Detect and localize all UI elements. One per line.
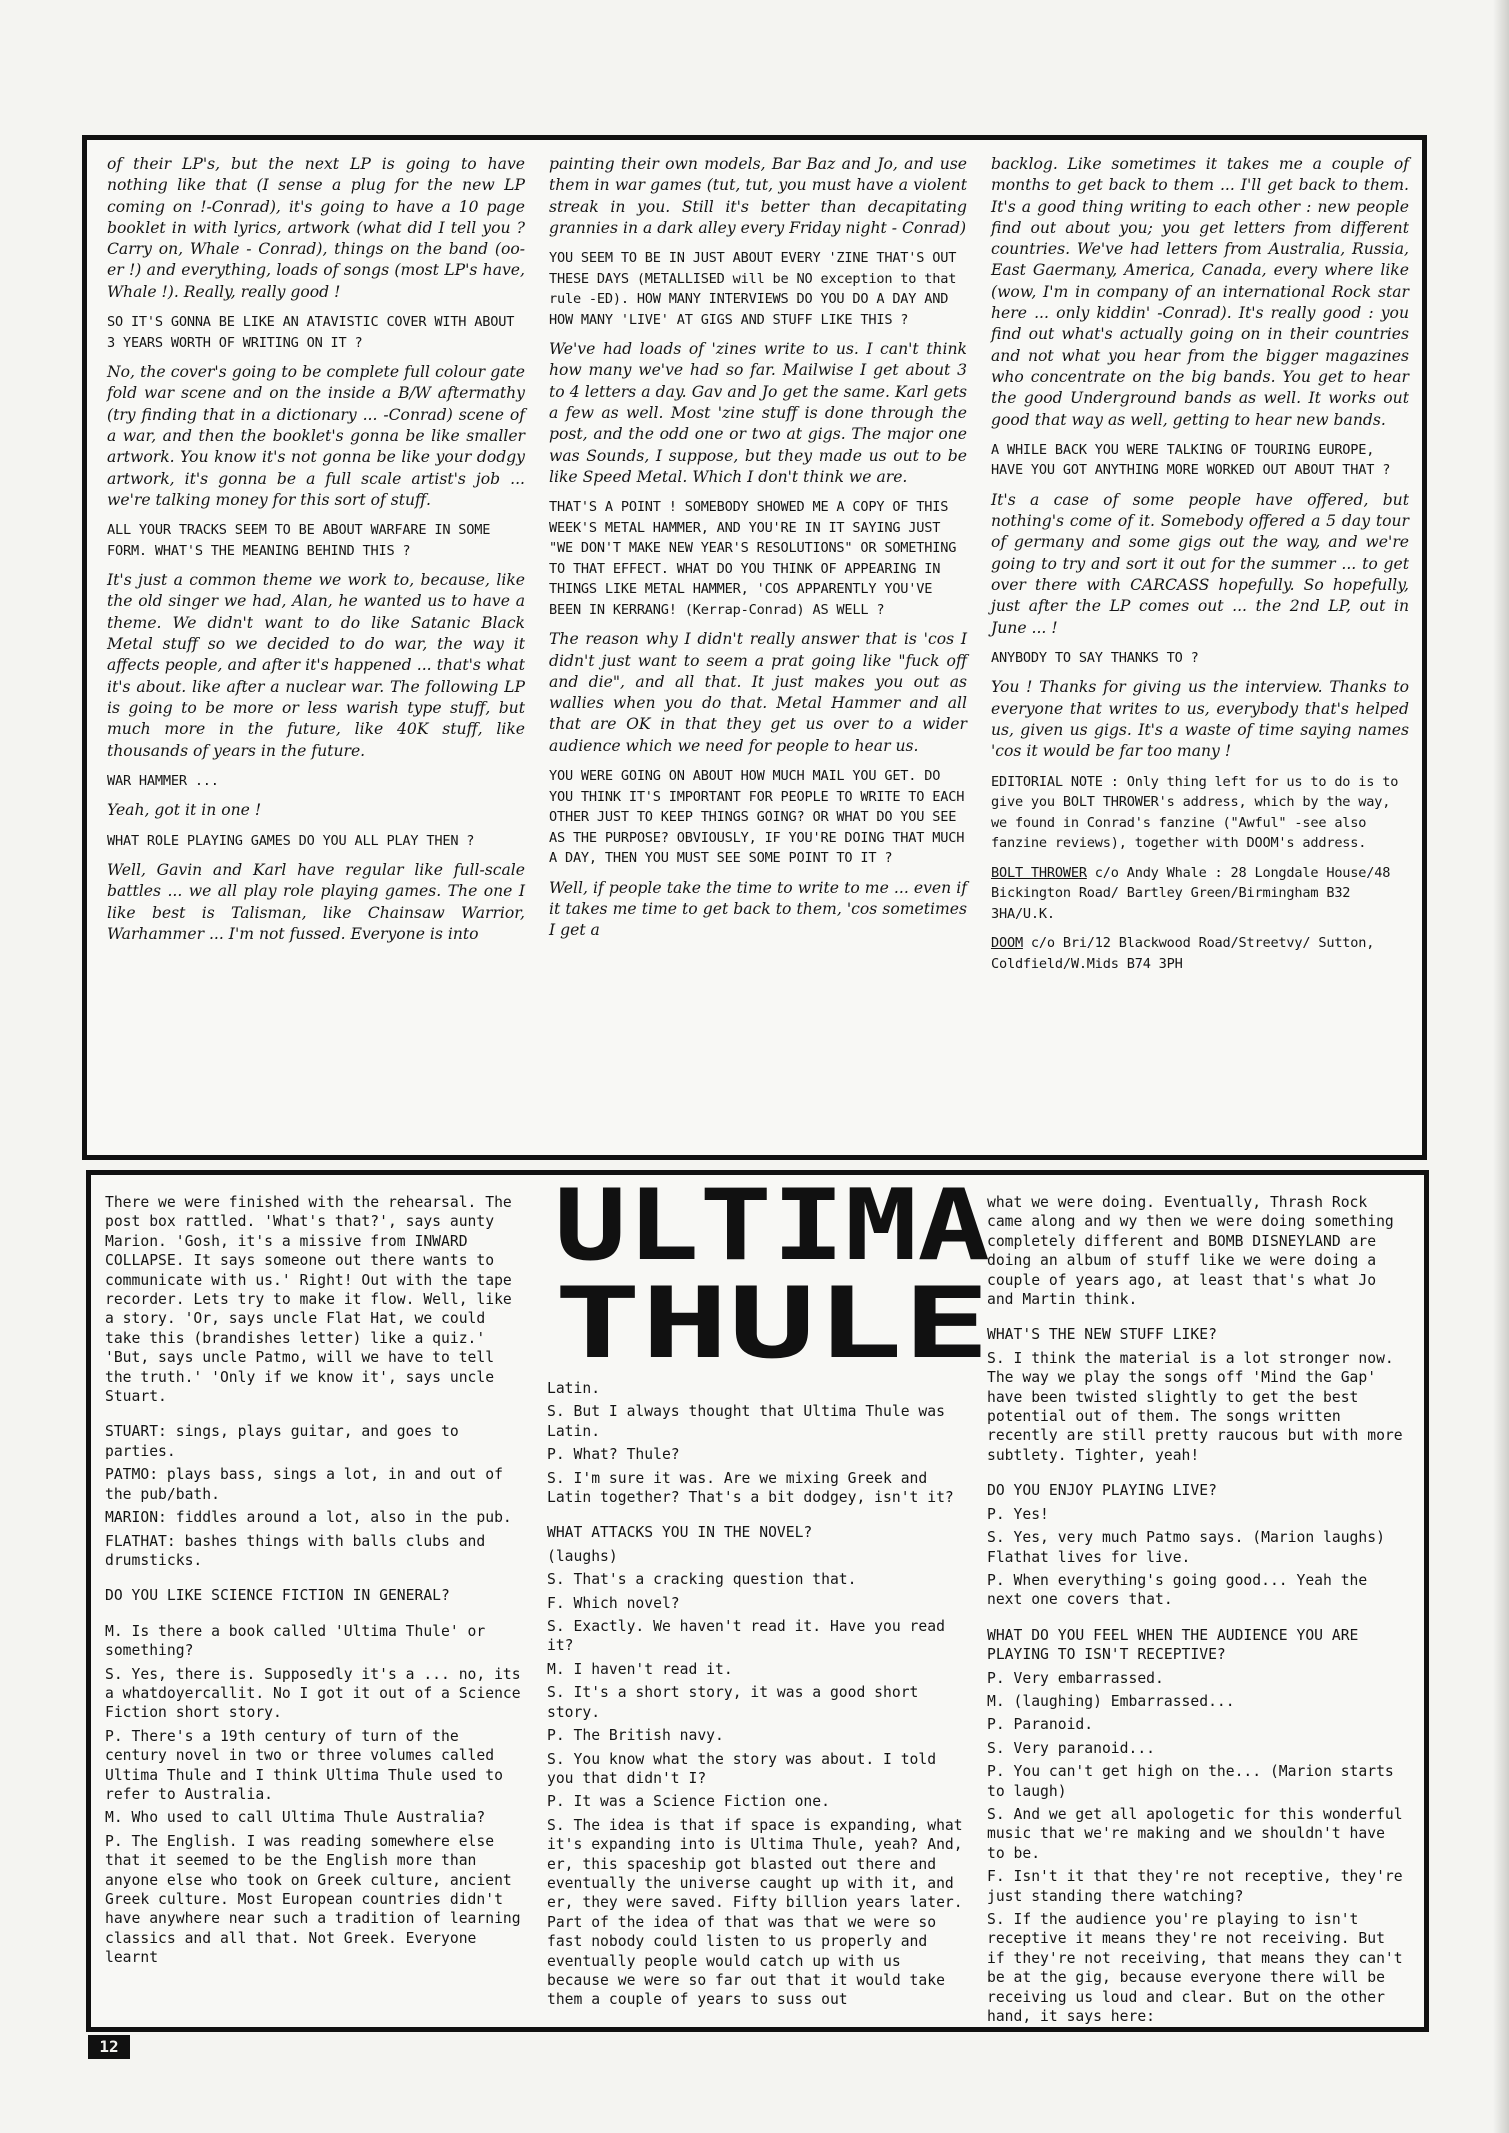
ultima-thule-paragraph: S. Yes, there is. Supposedly it's a ... no, its a whatdoyercallit. No I got it out of a Science Fiction short story.	[105, 1665, 521, 1722]
ultima-thule-paragraph: S. And we get all apologetic for this wonderful music that we're making and we shouldn't have to be.	[987, 1805, 1403, 1862]
ultima-thule-paragraph: P. Yes!	[987, 1505, 1049, 1523]
ultima-thule-paragraph: M. (laughing) Embarrassed...	[987, 1692, 1235, 1710]
ultima-thule-paragraph: P. Very embarrassed.	[987, 1669, 1164, 1687]
interview-question: EDITORIAL NOTE : Only thing left for us to do is to give you BOLT THROWER's address, which by the way, we found in Conrad's fanzine ("Awful" -see also fanzine reviews), together with DOOM's address.	[991, 773, 1399, 852]
ultima-thule-paragraph: P. When everything's going good... Yeah the next one covers that.	[987, 1571, 1368, 1609]
interview-question: YOU SEEM TO BE IN JUST ABOUT EVERY 'ZINE THAT'S OUT THESE DAYS (METALLISED will be NO exception to that rule -ED). HOW MANY INTERVIEWS DO YOU DO A DAY AND HOW MANY 'LIVE' AT GIGS AND STUFF LIKE THIS ?	[549, 250, 957, 328]
ultima-thule-paragraph: WHAT ATTACKS YOU IN THE NOVEL?	[547, 1524, 813, 1542]
ultima-thule-paragraph: S. Very paranoid...	[987, 1739, 1156, 1757]
ultima-thule-interview-box	[86, 1170, 1429, 2032]
ultima-thule-column-1	[105, 1193, 529, 2013]
interview-question: ANYBODY TO SAY THANKS TO ?	[991, 649, 1199, 666]
address-text: c/o Andy Whale : 28 Longdale House/48 Bickington Road/ Bartley Green/Birmingham B32 3HA/U.K.	[991, 864, 1391, 922]
ultima-thule-logo	[549, 1169, 995, 1381]
ultima-thule-paragraph: S. The idea is that if space is expanding, what it's expanding into is Ultima Thule, yeah? And, er, this spaceship got blasted out there and eventually the universe caught up with it, and er, they were saved. Fifty billion years later. Part of the idea of that was that we were so fast nobody could listen to us properly and eventually people would catch up with us because we were so far out that it would take them a couple of years to suss out	[547, 1816, 963, 2009]
interview-answer: We've had loads of 'zines write to us. I can't think how many we've had so far. Mailwise I get about 3 to 4 letters a day. Gav and Jo get the same. Karl gets a few as well. Most 'zine stuff is done through the post, and the odd one or two at gigs. The major one was Sounds, I suppose, but they made us out to be like Speed Metal. Which I don't think we are.	[549, 340, 967, 486]
ultima-thule-paragraph: M. Who used to call Ultima Thule Australia?	[105, 1809, 486, 1827]
ultima-thule-column-2	[547, 1379, 971, 2019]
ultima-thule-paragraph: P. The English. I was reading somewhere else that it seemed to be the English more than anyone else who took on Greek culture, ancient Greek culture. Most European countries didn't have anywhere near such a tradition of learning classics and all that. Not Greek. Everyone learnt	[105, 1832, 521, 1967]
band-address	[991, 863, 1409, 925]
interview-question: A WHILE BACK YOU WERE TALKING OF TOURING EUROPE, HAVE YOU GOT ANYTHING MORE WORKED OUT ABOUT THAT ?	[991, 441, 1391, 479]
interview-column-3	[991, 154, 1409, 1144]
ultima-thule-paragraph: STUART: sings, plays guitar, and goes to parties.	[105, 1423, 459, 1460]
interview-answer: You ! Thanks for giving us the interview. Thanks to everyone that writes to us, everybody that's helped us, given us gigs. It's a waste of time saying names 'cos it would be far too many !	[991, 678, 1409, 761]
page-number: 12	[88, 2035, 130, 2059]
ultima-thule-paragraph: S. You know what the story was about. I told you that didn't I?	[547, 1750, 937, 1787]
ultima-thule-paragraph: F. Isn't it that they're not receptive, they're just standing there watching?	[987, 1868, 1403, 1905]
ultima-thule-paragraph: DO YOU LIKE SCIENCE FICTION IN GENERAL?	[105, 1587, 450, 1605]
interview-answer: backlog. Like sometimes it takes me a couple of months to get back to them ... I'll get back to them. It's a good thing writing to each other : new people find out about you; you get letters from different countries. We've had letters from Australia, Russia, East Gaermany, America, Canada, every where like (wow, I'm in company of an international Rock star here ... only kiddin' -Conrad). It's really good : you find out what's actually going on in their countries and not what you hear from the bigger magazines who concentrate on the big bands. You get to hear the good Underground bands as well. It works out good that way as well, getting to hear new bands.	[991, 155, 1409, 429]
ultima-thule-paragraph: P. It was a Science Fiction one.	[547, 1793, 830, 1811]
interview-answer: Well, if people take the time to write to me ... even if it takes me time to get back to them, 'cos sometimes I get a	[549, 878, 967, 940]
interview-answer: It's a case of some people have offered, but nothing's come of it. Somebody offered a 5 day tour of germany and some gigs out the way, and we're going to try and sort it out for the summer ... to get over there with CARCASS hopefully. So hopefully, just after the LP comes out ... the 2nd LP, out in June ... !	[991, 490, 1409, 637]
ultima-thule-paragraph: S. I think the material is a lot stronger now. The way we play the songs off 'Mind the Gap' have been twisted slightly to get the best potential out of them. The songs written recently are still pretty raucous but with more subtlety. Tighter, yeah!	[987, 1349, 1403, 1464]
interview-question: YOU WERE GOING ON ABOUT HOW MUCH MAIL YOU GET. DO YOU THINK IT'S IMPORTANT FOR PEOPLE TO WRITE TO EACH OTHER JUST TO KEEP THINGS GOING? OR WHAT DO YOU SEE AS THE PURPOSE? OBVIOUSLY, IF YOU'RE DOING THAT MUCH A DAY, THEN YOU MUST SEE SOME POINT TO IT ?	[549, 768, 965, 867]
ultima-thule-logo-art	[549, 1169, 995, 1381]
bolt-thrower-interview-box	[82, 135, 1427, 1160]
page-edge-shadow	[1493, 0, 1509, 2133]
ultima-thule-paragraph: (laughs)	[547, 1547, 618, 1565]
ultima-thule-paragraph: S. Exactly. We haven't read it. Have you read it?	[547, 1618, 945, 1655]
ultima-thule-paragraph: S. I'm sure it was. Are we mixing Greek and Latin together? That's a bit dodgey, isn't it?	[547, 1469, 954, 1507]
logo-word-ultima: ULTIMA	[554, 1169, 990, 1283]
ultima-thule-paragraph: Latin.	[547, 1380, 601, 1397]
interview-answer: of their LP's, but the next LP is going to have nothing like that (I sense a plug for the new LP coming on !-Conrad), it's going to have a 10 page booklet in with lyrics, artwork (what did I tell you ? Carry on, Whale - Conrad), things on the band (oo-er !) and everything, loads of songs (most LP's have, Whale !). Really, really good !	[107, 155, 525, 301]
ultima-thule-paragraph: P. You can't get high on the... (Marion starts to laugh)	[987, 1763, 1394, 1800]
ultima-thule-paragraph: S. If the audience you're playing to isn't receptive it means they're not receiving. But if they're not receiving, that means they can't be at the gig, because everyone there will be receiving us loud and clear. But on the other hand, it says here:	[987, 1911, 1403, 2026]
interview-answer: No, the cover's going to be complete full colour gate fold war scene and on the inside a B/W aftermathy (try finding that in a dictionary ... -Conrad) scene of a war, and then the booklet's gonna be like smaller artwork. You know it's not gonna be like your dodgy artwork, it's gonna be a full scale artist's job ... we're talking money for this sort of stuff.	[107, 363, 525, 509]
ultima-thule-paragraph: WHAT DO YOU FEEL WHEN THE AUDIENCE YOU ARE PLAYING TO ISN'T RECEPTIVE?	[987, 1626, 1359, 1664]
interview-column-2	[549, 154, 967, 1144]
logo-word-thule: THULE	[554, 1267, 990, 1381]
ultima-thule-paragraph: DO YOU ENJOY PLAYING LIVE?	[987, 1482, 1217, 1500]
ultima-thule-paragraph: There we were finished with the rehearsal. The post box rattled. 'What's that?', says aunty Marion. 'Gosh, it's a missive from INWARD COLLAPSE. It says someone out there wants to communicate with us.' Right! Out with the tape recorder. Lets try to make it flow. Well, like a story. 'Or, says uncle Flat Hat, we could take this (brandishes letter) like a quiz.' 'But, says uncle Patmo, will we have to tell the truth.' 'Only if we know it', says uncle Stuart.	[105, 1194, 512, 1406]
ultima-thule-paragraph: P. Paranoid.	[987, 1716, 1094, 1734]
interview-answer: Well, Gavin and Karl have regular like full-scale battles ... we all play role playing games. The one I like best is Talisman, like Chainsaw Warrior, Warhammer ... I'm not fussed. Everyone is into	[107, 861, 525, 944]
ultima-thule-paragraph: MARION: fiddles around a lot, also in the pub.	[105, 1509, 512, 1527]
ultima-thule-paragraph: WHAT'S THE NEW STUFF LIKE?	[987, 1326, 1217, 1344]
ultima-thule-paragraph: S. But I always thought that Ultima Thule was Latin.	[547, 1403, 945, 1440]
ultima-thule-paragraph: S. It's a short story, it was a good short story.	[547, 1684, 919, 1721]
interview-answer: It's just a common theme we work to, because, like the old singer we had, Alan, he wanted us to have a theme. We didn't want to do like Satanic Black Metal stuff so we decided to do war, the way it affects people, and after it's happened ... that's what it's about. like after a nuclear war. The following LP is going to be more or less warish type stuff, but much more in the future, like 40K stuff, like thousands of years in the future.	[107, 571, 525, 760]
interview-answer: Yeah, got it in one !	[107, 801, 262, 820]
ultima-thule-paragraph: M. I haven't read it.	[547, 1660, 733, 1678]
ultima-thule-paragraph: P. The British navy.	[547, 1727, 724, 1745]
ultima-thule-paragraph: M. Is there a book called 'Ultima Thule' or something?	[105, 1622, 486, 1660]
interview-column-1	[107, 154, 525, 1144]
ultima-thule-paragraph: S. That's a cracking question that.	[547, 1571, 857, 1589]
ultima-thule-paragraph: S. Yes, very much Patmo says. (Marion laughs) Flathat lives for live.	[987, 1529, 1385, 1566]
ultima-thule-paragraph: PATMO: plays bass, sings a lot, in and out of the pub/bath.	[105, 1466, 503, 1503]
interview-question: SO IT'S GONNA BE LIKE AN ATAVISTIC COVER WITH ABOUT 3 YEARS WORTH OF WRITING ON IT ?	[107, 314, 515, 351]
interview-question: THAT'S A POINT ! SOMEBODY SHOWED ME A COPY OF THIS WEEK'S METAL HAMMER, AND YOU'RE IN IT SAYING JUST "WE DON'T MAKE NEW YEAR'S RESOLUTIONS" OR SOMETHING TO THAT EFFECT. WHAT DO YOU THINK OF APPEARING IN THINGS LIKE METAL HAMMER, 'COS APPARENTLY YOU'VE BEEN IN KERRANG! (Kerrap-Conrad) AS WELL ?	[549, 499, 957, 618]
ultima-thule-paragraph: what we were doing. Eventually, Thrash Rock came along and wy then we were doing something completely different and BOMB DISNEYLAND are doing an album of stuff like we were doing a couple of years ago, at least that's what Jo and Martin think.	[987, 1194, 1394, 1309]
ultima-thule-paragraph: F. Which novel?	[547, 1594, 680, 1612]
ultima-thule-column-3	[987, 1193, 1411, 2026]
interview-question: WHAT ROLE PLAYING GAMES DO YOU ALL PLAY THEN ?	[107, 832, 475, 849]
interview-answer: The reason why I didn't really answer that is 'cos I didn't just want to seem a prat going like "fuck off and die", and all that. It just makes you out as wallies when you do that. Metal Hammer and all that are OK in that they get us over to a wider audience which we need for people to hear us.	[549, 630, 967, 755]
ultima-thule-paragraph: FLATHAT: bashes things with balls clubs and drumsticks.	[105, 1532, 486, 1569]
interview-answer: painting their own models, Bar Baz and Jo, and use them in war games (tut, tut, you must have a violent streak in you. Still it's better than decapitating grannies in a dark alley every Friday night - Conrad)	[549, 155, 967, 237]
address-text: c/o Bri/12 Blackwood Road/Streetvy/ Sutton, Coldfield/W.Mids B74 3PH	[991, 935, 1375, 972]
band-name: DOOM	[991, 935, 1023, 952]
interview-question: WAR HAMMER ...	[107, 772, 219, 789]
ultima-thule-paragraph: P. What? Thule?	[547, 1446, 680, 1464]
interview-question: ALL YOUR TRACKS SEEM TO BE ABOUT WARFARE IN SOME FORM. WHAT'S THE MEANING BEHIND THIS ?	[107, 522, 491, 559]
ultima-thule-paragraph: P. There's a 19th century of turn of the century novel in two or three volumes called Ultima Thule and I think Ultima Thule used to refer to Australia.	[105, 1727, 503, 1803]
band-address	[991, 933, 1409, 974]
band-name: BOLT THROWER	[991, 864, 1087, 881]
